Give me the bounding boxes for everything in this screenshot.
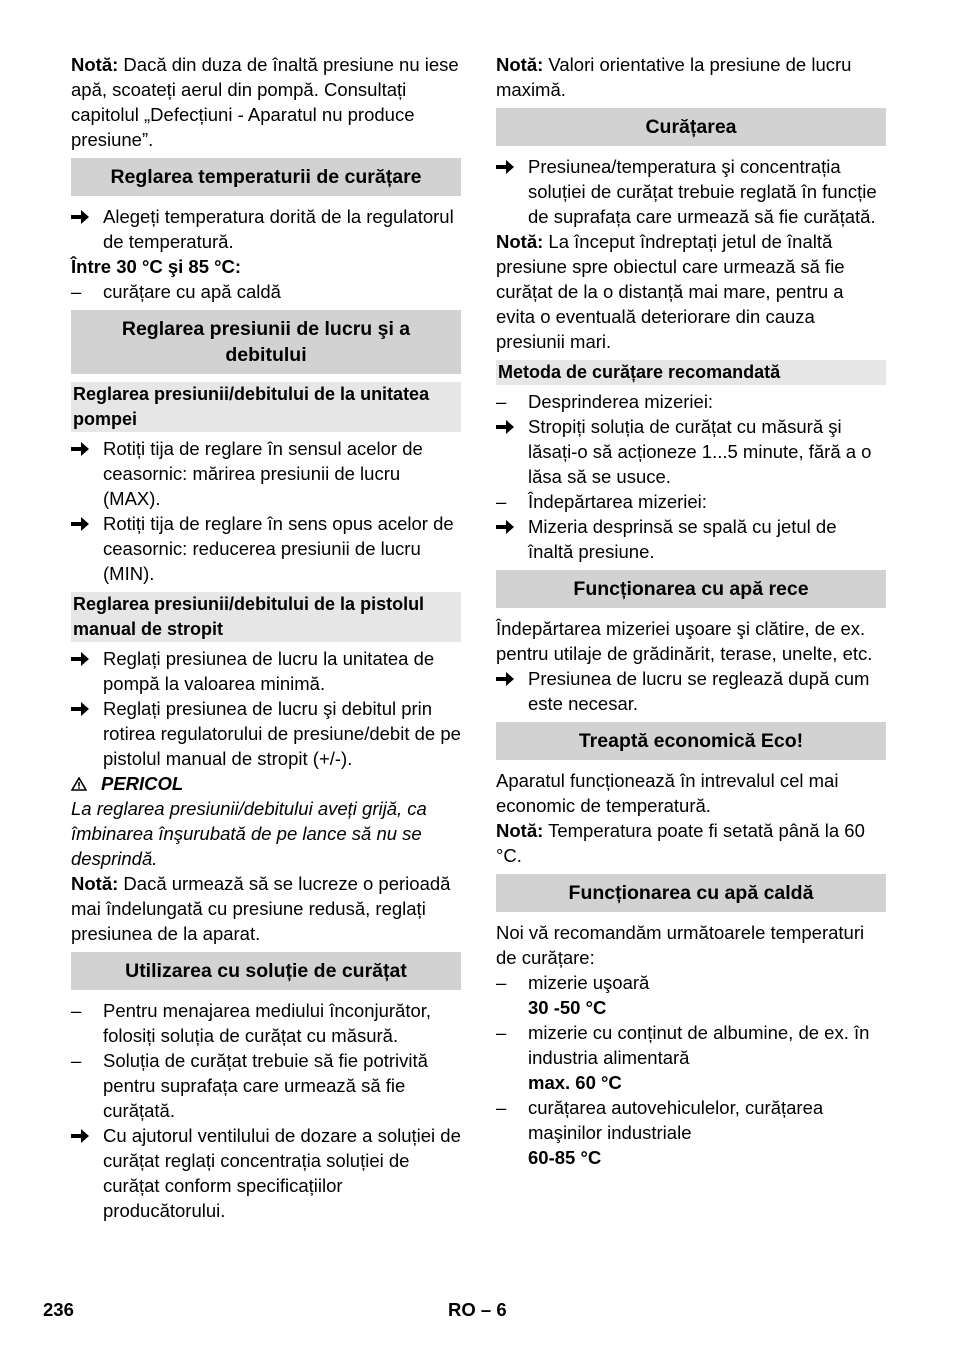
item-text: Presiunea de lucru se reglează după cum este necesar.	[528, 668, 870, 714]
item-text: Reglați presiunea de lucru şi debitul prin rotirea regulatorului de presiune/debit de pe pistolul manual de stropit (+/-).	[103, 698, 461, 769]
right-column	[496, 52, 886, 1170]
paragraph: Noi vă recomandăm următoarele temperaturi de curățare:	[496, 922, 865, 968]
arrow-item	[496, 154, 886, 229]
arrow-right-icon	[71, 646, 103, 696]
section-heading-pressure: Reglarea presiunii de lucru şi a debitului	[71, 310, 461, 374]
arrow-item	[71, 1123, 461, 1223]
dash-marker: –	[496, 1097, 507, 1118]
arrow-item	[496, 666, 886, 716]
item-text: Presiunea/temperatura şi concentrația soluției de curățat trebuie reglată în funcție de suprafața care urmează să fie curățată.	[528, 156, 877, 227]
arrow-item	[496, 514, 886, 564]
dash-item	[71, 1048, 461, 1123]
item-text: Reglați presiunea de lucru la unitatea de pompă la valoarea minimă.	[103, 648, 435, 694]
subheading-pump: Reglarea presiunii/debitului de la unitatea pompei	[71, 382, 461, 432]
note-paragraph	[71, 871, 461, 946]
section-heading-temperature: Reglarea temperaturii de curățare	[71, 158, 461, 196]
dash-marker: –	[496, 391, 507, 412]
arrow-right-icon	[71, 1123, 103, 1223]
arrow-right-icon	[496, 154, 528, 229]
arrow-right-icon	[496, 666, 528, 716]
note-text: Dacă din duza de înaltă presiune nu iese apă, scoateți aerul din pompă. Consultați capitolul „Defecțiuni - Aparatul nu produce presiune”.	[71, 54, 459, 150]
item-text: Rotiți tija de reglare în sens opus acelor de ceasornic: reducerea presiunii de lucru (MIN).	[103, 513, 454, 584]
dash-item	[496, 1020, 886, 1070]
section-heading-cleaning: Curățarea	[496, 108, 886, 146]
note-label: Notă:	[496, 231, 544, 252]
arrow-right-icon	[496, 414, 528, 489]
dash-item	[496, 389, 886, 414]
page-number: 236	[43, 1299, 74, 1320]
dash-marker: –	[71, 1050, 82, 1071]
note-text: Valori orientative la presiune de lucru maximă.	[496, 54, 852, 100]
item-text: Alegeți temperatura dorită de la regulatorul de temperatură.	[103, 206, 454, 252]
dash-item	[71, 998, 461, 1048]
subheading-gun: Reglarea presiunii/debitului de la pistolul manual de stropit	[71, 592, 461, 642]
section-heading-eco: Treaptă economică Eco!	[496, 722, 886, 760]
paragraph: Îndepărtarea mizeriei uşoare şi clătire, de ex. pentru utilaje de grădinărit, terase, unelte, etc.	[496, 618, 873, 664]
arrow-item	[496, 414, 886, 489]
section-heading-hot-water: Funcționarea cu apă caldă	[496, 874, 886, 912]
danger-text: La reglarea presiunii/debitului aveți grijă, ca îmbinarea înşurubată de pe lance să nu se desprindă.	[71, 798, 427, 869]
paragraph: Aparatul funcționează în intrevalul cel mai economic de temperatură.	[496, 770, 839, 816]
note-text: La început îndreptați jetul de înaltă presiune spre obiectul care urmează să fie curățat de la o distanță mai mare, pentru a evita o eventuală deteriorare din cauza presiunii mari.	[496, 231, 845, 352]
dash-marker: –	[71, 281, 82, 302]
dash-marker: –	[71, 1000, 82, 1021]
arrow-right-icon	[71, 511, 103, 586]
section-heading-cold-water: Funcționarea cu apă rece	[496, 570, 886, 608]
item-text: Desprinderea mizeriei:	[528, 391, 714, 412]
arrow-item	[71, 696, 461, 771]
item-text: Rotiți tija de reglare în sensul acelor de ceasornic: mărirea presiunii de lucru (MAX).	[103, 438, 423, 509]
note-label: Notă:	[71, 54, 119, 75]
item-text: Stropiți soluția de curățat cu măsură şi lăsați-o să acționeze 1...5 minute, fără a o lăsa să se usuce.	[528, 416, 872, 487]
note-paragraph	[496, 52, 886, 102]
danger-title	[71, 771, 461, 796]
note-label: Notă:	[496, 820, 544, 841]
temperature-value: max. 60 °C	[528, 1072, 622, 1093]
item-text: Soluția de curățat trebuie să fie potrivită pentru suprafața care urmează să fie curățată.	[103, 1050, 428, 1121]
section-page-label: RO – 6	[448, 1299, 507, 1320]
dash-marker: –	[496, 1022, 507, 1043]
arrow-right-icon	[71, 696, 103, 771]
item-text: Cu ajutorul ventilului de dozare a soluției de curățat reglați concentrația soluției de curățat conform specificațiilor producătorului.	[103, 1125, 461, 1221]
dash-item	[496, 970, 886, 995]
left-column	[71, 52, 461, 1223]
danger-label: PERICOL	[101, 773, 184, 794]
note-paragraph	[496, 818, 886, 868]
item-text: Pentru menajarea mediului înconjurător, folosiți soluția de curățat cu măsură.	[103, 1000, 432, 1046]
subheading-method: Metoda de curățare recomandată	[496, 360, 886, 385]
arrow-item	[71, 511, 461, 586]
dash-marker: –	[496, 491, 507, 512]
arrow-right-icon	[71, 204, 103, 254]
arrow-item	[71, 204, 461, 254]
arrow-item	[71, 436, 461, 511]
arrow-right-icon	[71, 436, 103, 511]
item-text: mizerie uşoară	[528, 972, 650, 993]
item-text: curățare cu apă caldă	[103, 281, 281, 302]
note-paragraph	[496, 229, 886, 354]
note-text: Dacă urmează să se lucreze o perioadă mai îndelungată cu presiune redusă, reglați presiunea de la aparat.	[71, 873, 451, 944]
note-label: Notă:	[71, 873, 119, 894]
note-label: Notă:	[496, 54, 544, 75]
item-text: mizerie cu conținut de albumine, de ex. în industria alimentară	[528, 1022, 870, 1068]
arrow-item	[71, 646, 461, 696]
section-heading-solution: Utilizarea cu soluție de curățat	[71, 952, 461, 990]
dash-item	[496, 1095, 886, 1145]
note-paragraph	[71, 52, 461, 152]
dash-item	[71, 279, 461, 304]
temperature-value: 60-85 °C	[528, 1147, 602, 1168]
temperature-value: 30 -50 °C	[528, 997, 607, 1018]
item-text: curățarea autovehiculelor, curățarea maşinilor industriale	[528, 1097, 824, 1143]
warning-triangle-icon	[71, 777, 87, 791]
item-text: Îndepărtarea mizeriei:	[528, 491, 707, 512]
item-text: Mizeria desprinsă se spală cu jetul de înaltă presiune.	[528, 516, 837, 562]
dash-marker: –	[496, 972, 507, 993]
temperature-range: Între 30 °C şi 85 °C:	[71, 256, 242, 277]
note-text: Temperatura poate fi setată până la 60 °C.	[496, 820, 865, 866]
arrow-right-icon	[496, 514, 528, 564]
dash-item	[496, 489, 886, 514]
